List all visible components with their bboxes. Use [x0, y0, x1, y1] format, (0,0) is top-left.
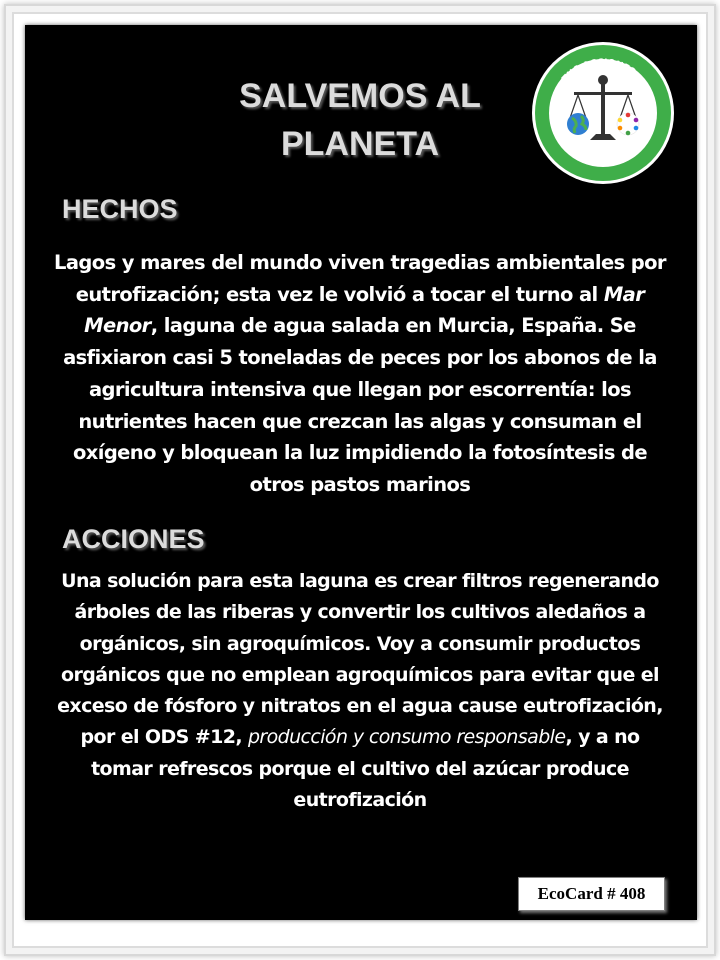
page-title — [170, 72, 550, 168]
actions-heading: ACCIONES — [62, 524, 205, 554]
title-line-2: PLANETA — [280, 125, 440, 163]
facts-text-emphasis: Mar Menor — [84, 282, 645, 338]
ecocard-label: EcoCard # 408 — [518, 877, 665, 911]
actions-text: Una solución para esta laguna es crear filtros regenerando árboles de las riberas y convertir los cultivos aledaños a orgánicos, sin agroquímicos. Voy a consumir productos orgánicos que no emplean agroquímicos para evitar que el exceso de fósforo y nitratos en el agua cause eutrofización, por el ODS #12, producción y consumo responsable, y a no tomar refrescos porque el cultivo del azúcar produce eutrofización — [57, 570, 663, 812]
title-line-1: SALVEMOS AL — [239, 77, 481, 115]
actions-text-emphasis: producción y consumo responsable — [247, 726, 566, 749]
facts-text: Lagos y mares del mundo viven tragedias ambientales por eutrofización; esta vez le volvió a tocar el turno al Mar Menor, laguna de agua salada en Murcia, España. Se asfixiaron casi 5 toneladas de peces por los abonos de la agricultura intensiva que llegan por escorrentía: los nutrientes hacen que crezcan las algas y consuman el oxígeno y bloquean la luz impidiendo la fotosíntesis de otros pastos marinos — [54, 251, 666, 496]
logo-bottom-text: ...SALVAN AL PLANETA — [554, 133, 652, 169]
logo — [530, 40, 676, 186]
facts-heading: HECHOS — [62, 194, 178, 224]
logo-top-text: TUS ACCIONES... — [560, 57, 646, 85]
